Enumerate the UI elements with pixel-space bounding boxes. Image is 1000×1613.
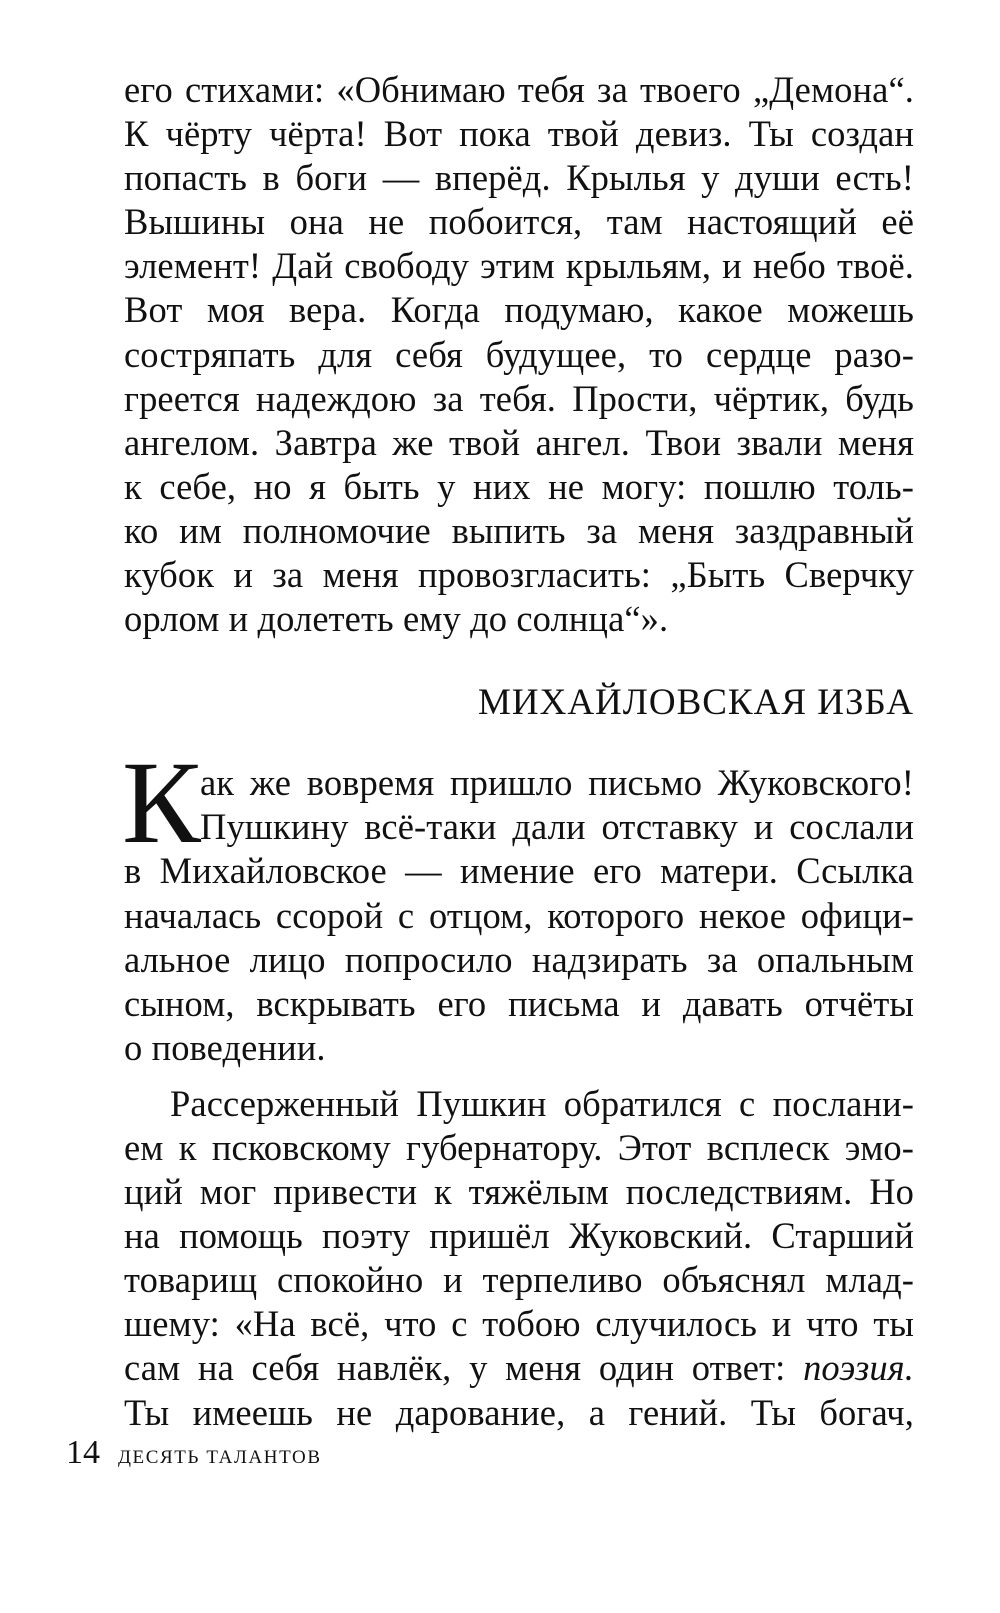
text-line: ций мог привести к тяжёлым последствиям. Но — [124, 1171, 914, 1213]
text-line: Вот моя вера. Когда подумаю, какое можешь — [124, 289, 914, 331]
page-footer — [66, 1434, 322, 1472]
section-heading: МИХАЙЛОВСКАЯ ИЗБА — [477, 682, 914, 724]
page-body — [124, 68, 914, 1435]
text-line: Пушкину всё-таки дали отставку и сослали — [200, 806, 914, 848]
text-line: кубок и за меня провозгласить: „Быть Сверчку — [124, 554, 914, 596]
text-line: греется надеждою за тебя. Прости, чёртик, будь — [124, 377, 914, 419]
text-line: о поведении. — [124, 1026, 326, 1068]
text-line: его стихами: «Обнимаю тебя за твоего „Демона“. — [124, 69, 914, 110]
text-line: шему: «На всё, что с тобою случилось и что ты — [124, 1303, 914, 1345]
paragraph-exile — [122, 737, 914, 1070]
text-line: ак же вовремя пришло письмо Жуковского! — [200, 762, 914, 804]
text-line — [124, 1346, 914, 1390]
text-line: в Михайловское — имение его матери. Ссылка — [124, 850, 914, 892]
paragraph-zhukovsky — [124, 1082, 914, 1435]
text-line: сыном, вскрывать его письма и давать отчёты — [124, 982, 914, 1024]
text-line: Вышины она не побоится, там настоящий её — [124, 201, 914, 243]
text-line: ко им полномочие выпить за меня заздравный — [124, 509, 914, 551]
emphasis-poetry: поэзия. — [803, 1347, 914, 1389]
page-number: 14 — [66, 1434, 100, 1471]
text-line: на помощь поэту пришёл Жуковский. Старший — [124, 1215, 914, 1257]
text-line: к себе, но я быть у них не могу: пошлю толь- — [124, 465, 914, 507]
text-line: состряпать для себя будущее, то сердце разо- — [124, 333, 914, 375]
running-title: ДЕСЯТЬ ТАЛАНТОВ — [118, 1447, 322, 1468]
paragraph-letter-quote — [124, 68, 914, 641]
text-line: элемент! Дай свободу этим крыльям, и небо твоё. — [124, 245, 914, 287]
text-line: орлом и долететь ему до солнца“». — [124, 598, 669, 640]
text-line: ангелом. Завтра же твой ангел. Твои звали меня — [124, 421, 914, 463]
text-line: К чёрту чёрта! Вот пока твой девиз. Ты создан — [124, 113, 914, 155]
drop-cap: К — [122, 737, 201, 869]
text-line: ем к псковскому губернатору. Этот всплеск эмо- — [124, 1126, 914, 1168]
text-line: началась ссорой с отцом, которого некое офици- — [124, 894, 914, 936]
text-line: Ты имеешь не дарование, а гений. Ты богач, — [124, 1391, 914, 1433]
text-line: товарищ спокойно и терпеливо объяснял млад- — [124, 1259, 914, 1301]
text-fragment: сам на себя навлёк, у меня один ответ: — [124, 1347, 786, 1389]
text-line: альное лицо попросило надзирать за опальным — [124, 938, 914, 980]
text-line: попасть в боги — вперёд. Крылья у души есть! — [124, 157, 914, 199]
text-line: Рассерженный Пушкин обратился с послани- — [170, 1082, 914, 1124]
